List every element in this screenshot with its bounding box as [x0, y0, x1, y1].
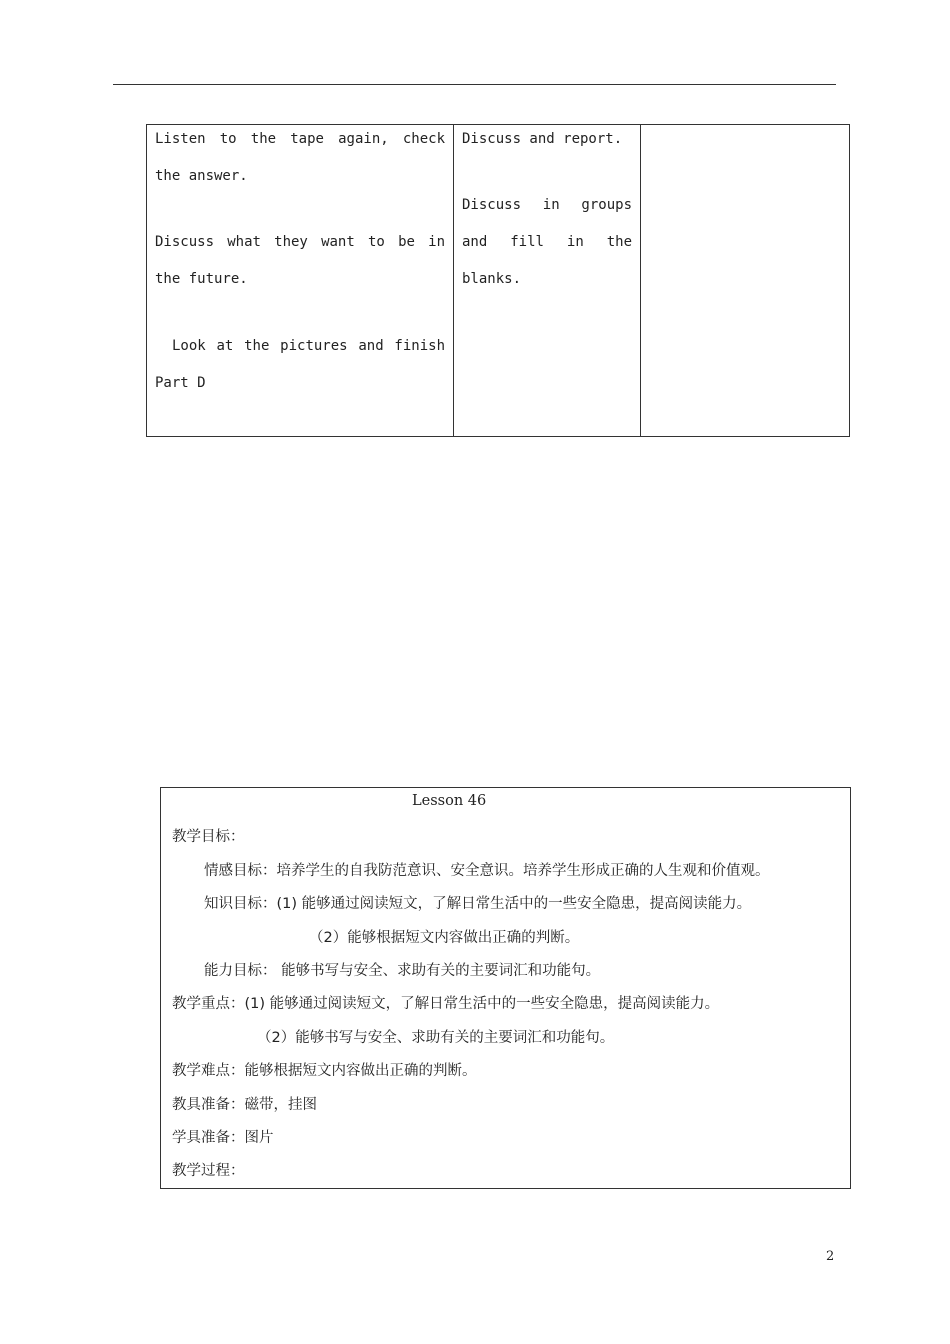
col2-line-3: and fill in the: [462, 234, 632, 250]
col1-line-6: Part D: [155, 375, 206, 391]
col1-line-1: Listen to the tape again, check: [155, 131, 445, 147]
notes-column: [641, 125, 849, 436]
knowledge-goal-1: 知识目标：(1) 能够通过阅读短文，了解日常生活中的一些安全隐患，提高阅读能力。: [204, 896, 752, 912]
col2-line-2: Discuss in groups: [462, 197, 632, 213]
difficult-points: 教学难点：能够根据短文内容做出正确的判断。: [172, 1063, 477, 1079]
col1-line-2: the answer.: [155, 168, 248, 184]
teacher-activity-column: [147, 125, 454, 436]
ability-goal: 能力目标： 能够书写与安全、求助有关的主要词汇和功能句。: [204, 963, 601, 979]
col1-line-3: Discuss what they want to be in: [155, 234, 445, 250]
teacher-tools: 教具准备：磁带，挂图: [172, 1097, 317, 1113]
student-tools: 学具准备：图片: [172, 1130, 274, 1146]
col1-line-4: the future.: [155, 271, 248, 287]
knowledge-goal-2: （2）能够根据短文内容做出正确的判断。: [309, 930, 580, 946]
lesson-title: Lesson 46: [412, 793, 487, 809]
col2-line-1: Discuss and report.: [462, 131, 623, 147]
activity-table: [146, 124, 850, 437]
teaching-process: 教学过程：: [172, 1163, 245, 1179]
header-rule: [113, 84, 836, 85]
lesson-plan-box: [160, 787, 851, 1189]
key-points-1: 教学重点：(1) 能够通过阅读短文，了解日常生活中的一些安全隐患，提高阅读能力。: [172, 996, 720, 1012]
student-activity-column: [454, 125, 641, 436]
col1-line-5: Look at the pictures and finish: [172, 338, 445, 354]
page-number: 2: [826, 1249, 835, 1264]
emotion-goal: 情感目标：培养学生的自我防范意识、安全意识。培养学生形成正确的人生观和价值观。: [204, 863, 770, 879]
goals-heading: 教学目标：: [172, 829, 245, 845]
col2-line-4: blanks.: [462, 271, 522, 287]
key-points-2: （2）能够书写与安全、求助有关的主要词汇和功能句。: [257, 1030, 615, 1046]
